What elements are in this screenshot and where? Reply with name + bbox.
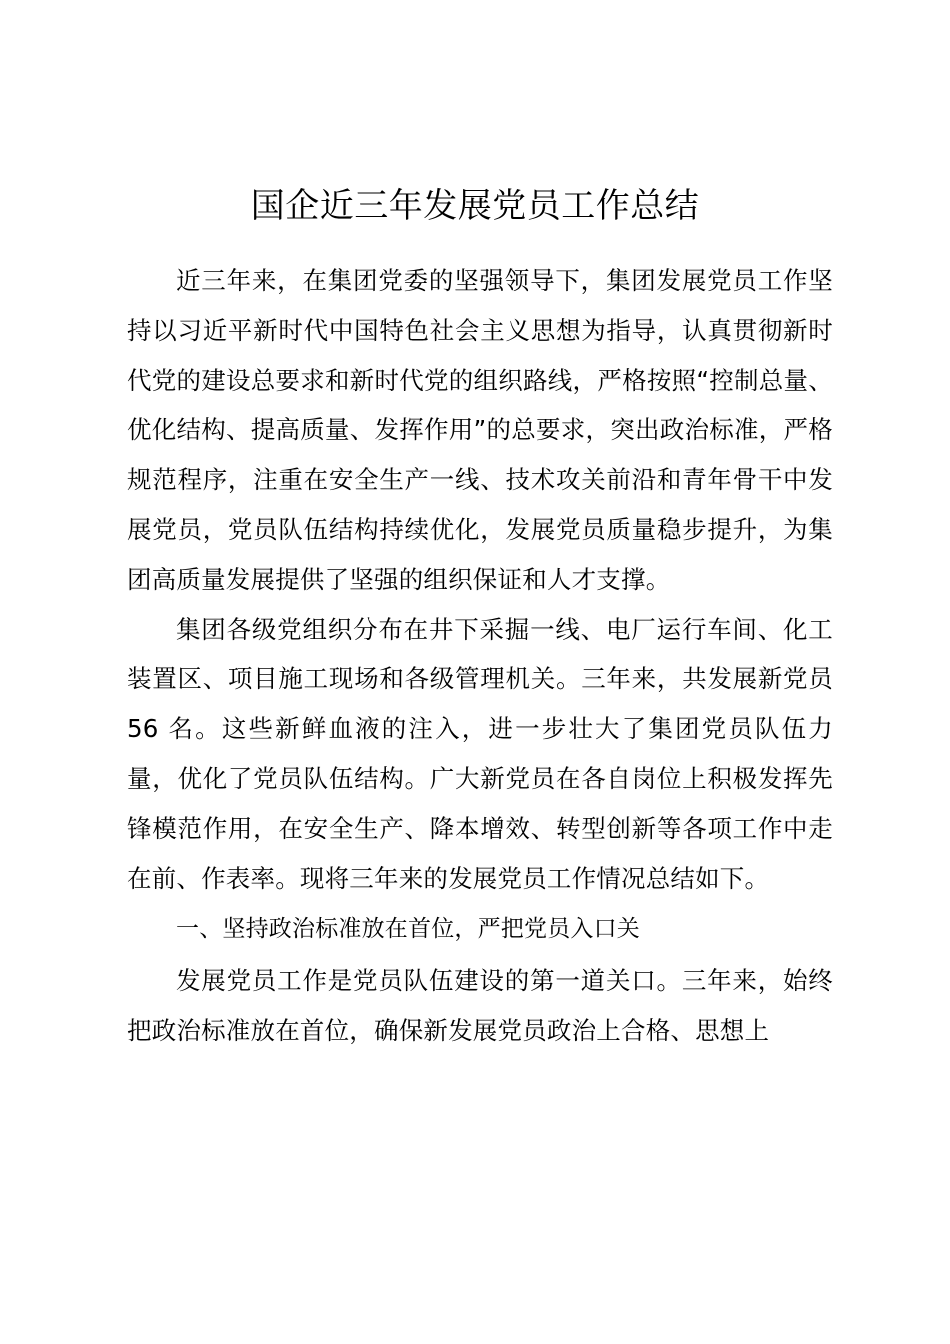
- document-body: [127, 256, 833, 1056]
- section-paragraph: 发展党员工作是党员队伍建设的第一道关口。三年来，始终把政治标准放在首位，确保新发展党员政治上合格、思想上: [127, 966, 833, 1046]
- document-title: 国企近三年发展党员工作总结: [250, 186, 700, 226]
- section-heading: 一、坚持政治标准放在首位，严把党员入口关: [176, 916, 640, 943]
- body-paragraph: 近三年来，在集团党委的坚强领导下，集团发展党员工作坚持以习近平新时代中国特色社会主义思想为指导，认真贯彻新时代党的建设总要求和新时代党的组织路线，严格按照“控制总量、优化结构、提高质量、发挥作用”的总要求，突出政治标准，严格规范程序，注重在安全生产一线、技术攻关前沿和青年骨干中发展党员，党员队伍结构持续优化，发展党员质量稳步提升，为集团高质量发展提供了坚强的组织保证和人才支撑。: [127, 266, 833, 594]
- body-paragraph: 集团各级党组织分布在井下采掘一线、电厂运行车间、化工装置区、项目施工现场和各级管理机关。三年来，共发展新党员 56 名。这些新鲜血液的注入，进一步壮大了集团党员队伍力量，优化了党员队伍结构。广大新党员在各自岗位上积极发挥先锋模范作用，在安全生产、降本增效、转型创新等各项工作中走在前、作表率。现将三年来的发展党员工作情况总结如下。: [127, 614, 833, 893]
